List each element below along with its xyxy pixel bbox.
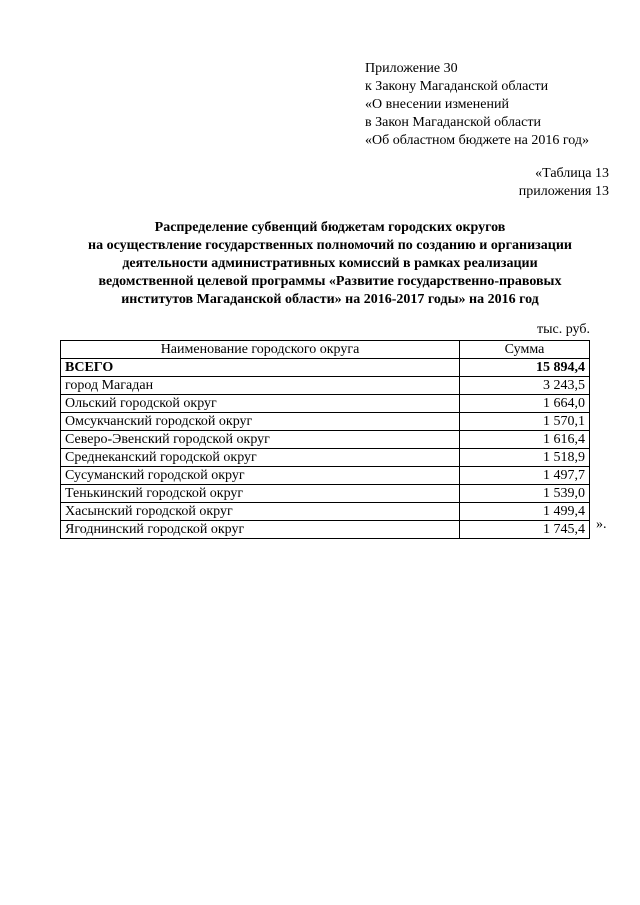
appendix-line: Приложение 30 — [365, 61, 458, 76]
closing-quote-mark: ». — [596, 517, 607, 532]
row-name: Северо-Эвенский городской округ — [61, 431, 460, 449]
table-ref-line: приложения 13 — [518, 184, 609, 199]
title-line: Распределение субвенций бюджетам городских округов — [154, 220, 506, 235]
subvention-table — [60, 340, 590, 539]
row-sum: 1 664,0 — [460, 395, 590, 413]
table-row — [61, 395, 590, 413]
header-name: Наименование городского округа — [61, 341, 460, 359]
row-sum: 1 745,4 — [460, 521, 590, 539]
title-line: ведомственной целевой программы «Развитие государственно-правовых — [98, 274, 562, 289]
title-line: на осуществление государственных полномочий по созданию и организации — [88, 238, 572, 253]
table-row — [61, 431, 590, 449]
appendix-line: «О внесении изменений — [365, 97, 509, 112]
row-name: Сусуманский городской округ — [61, 467, 460, 485]
row-name: Ольский городской округ — [61, 395, 460, 413]
table-row — [61, 503, 590, 521]
row-sum: 1 518,9 — [460, 449, 590, 467]
row-sum: 1 499,4 — [460, 503, 590, 521]
total-name: ВСЕГО — [61, 359, 460, 377]
unit-label: тыс. руб. — [537, 322, 590, 337]
appendix-line: к Закону Магаданской области — [365, 79, 549, 94]
row-name: Тенькинский городской округ — [61, 485, 460, 503]
row-name: Среднеканский городской округ — [61, 449, 460, 467]
total-row — [61, 359, 590, 377]
appendix-line: в Закон Магаданской области — [365, 115, 541, 130]
table-row — [61, 485, 590, 503]
table-row — [61, 467, 590, 485]
table-ref-line: «Таблица 13 — [535, 166, 609, 181]
title-line: институтов Магаданской области» на 2016-2017 годы» на 2016 год — [121, 292, 539, 307]
row-name: Ягоднинский городской округ — [61, 521, 460, 539]
row-sum: 1 497,7 — [460, 467, 590, 485]
table-reference — [519, 165, 609, 201]
row-name: Хасынский городской округ — [61, 503, 460, 521]
row-name: Омсукчанский городской округ — [61, 413, 460, 431]
row-sum: 3 243,5 — [460, 377, 590, 395]
table-row — [61, 521, 590, 539]
table-row — [61, 449, 590, 467]
row-sum: 1 539,0 — [460, 485, 590, 503]
header-sum: Сумма — [460, 341, 590, 359]
title-line: деятельности административных комиссий в рамках реализации — [122, 256, 538, 271]
row-name: город Магадан — [61, 377, 460, 395]
table-row — [61, 377, 590, 395]
table-header-row — [61, 341, 590, 359]
total-sum: 15 894,4 — [460, 359, 590, 377]
row-sum: 1 570,1 — [460, 413, 590, 431]
appendix-line: «Об областном бюджете на 2016 год» — [365, 133, 589, 148]
appendix-header — [365, 60, 589, 150]
row-sum: 1 616,4 — [460, 431, 590, 449]
document-title — [50, 219, 610, 309]
table-row — [61, 413, 590, 431]
